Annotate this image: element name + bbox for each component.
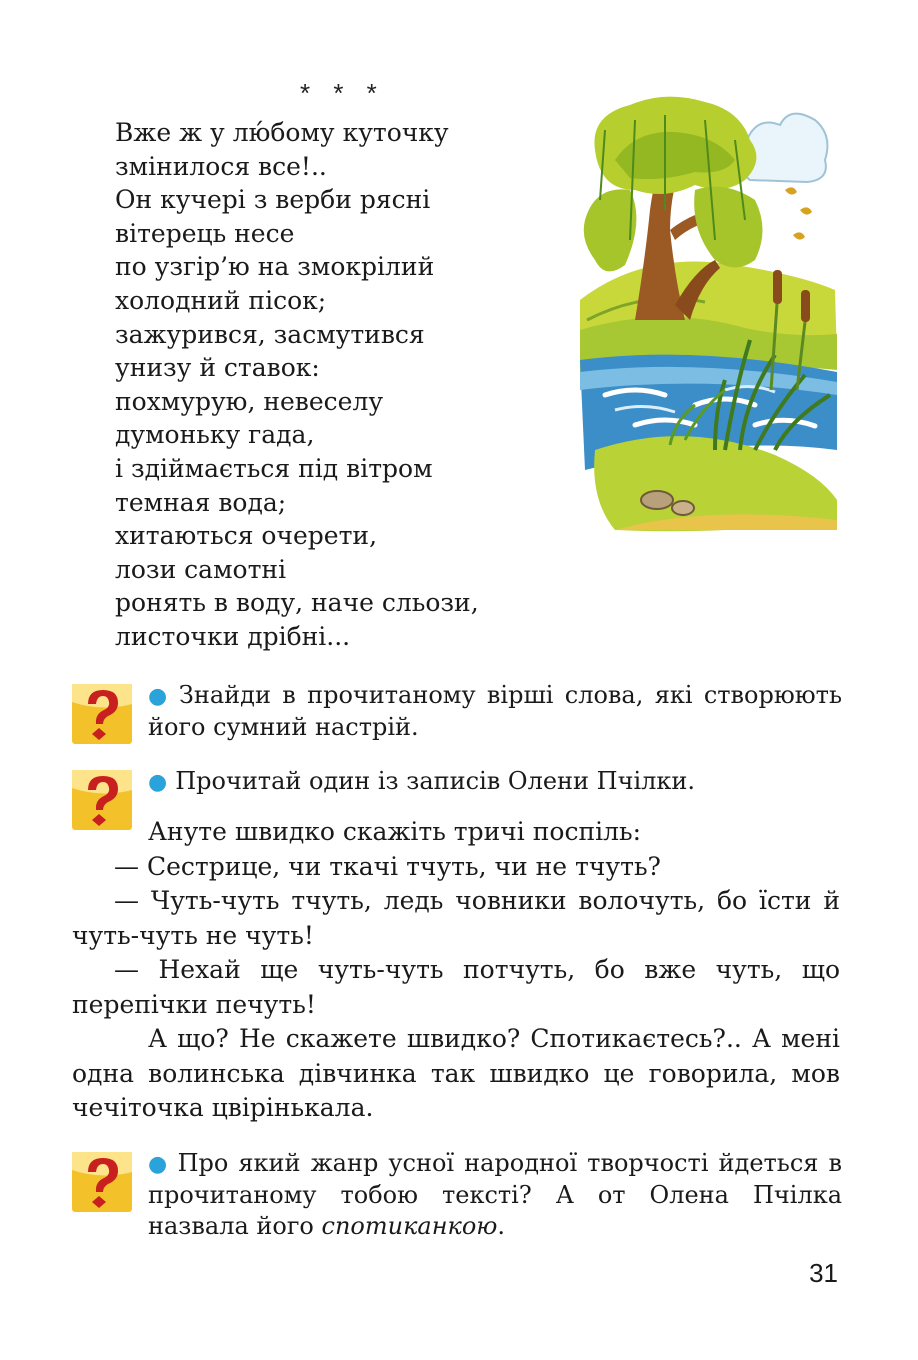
bullet-icon: ● xyxy=(148,770,168,795)
poem-line: похмурую, невеселу xyxy=(115,386,384,416)
poem-line: ронять в воду, наче сльози, xyxy=(115,588,479,618)
prose-paragraph: — Нехай ще чуть-чуть потчуть, бо вже чуть, що перепічки печуть! xyxy=(72,955,840,1019)
poem xyxy=(115,116,545,654)
question-mark-icon xyxy=(72,1152,132,1212)
poem-line: і здіймається під вітром xyxy=(115,453,433,483)
bullet-icon: ● xyxy=(148,1152,170,1177)
task-3 xyxy=(72,1148,842,1242)
task-1 xyxy=(72,680,842,743)
poem-line: думоньку гада, xyxy=(115,420,315,450)
poem-line: Он кучері з верби рясні xyxy=(115,185,431,215)
poem-line: Вже ж у лю́бому куточку xyxy=(115,118,449,147)
poem-separator: * * * xyxy=(300,78,385,108)
prose-paragraph: Ануте швидко скажіть тричі поспіль: xyxy=(148,817,642,846)
task-2-text xyxy=(148,766,842,798)
task-3-label: Про який жанр усної народної творчості йдеться в прочитаному тобою тексті? А от Олена Пчілка назвала його xyxy=(148,1149,842,1240)
task-1-text xyxy=(148,680,842,743)
prose-paragraph: А що? Не скажете швидко? Спотикаєтесь?.. А мені одна волинська дівчинка так швидко це говорила, мов чечіточка цвірінькала. xyxy=(72,1024,840,1122)
poem-line: по узгір’ю на змокрілий xyxy=(115,252,435,282)
task-2 xyxy=(72,766,842,798)
question-mark-icon xyxy=(72,684,132,744)
poem-line: змінилося все!.. xyxy=(115,151,327,181)
poem-line: зажурився, засмутився xyxy=(115,319,425,349)
poem-line: лози самотні xyxy=(115,554,287,584)
poem-line: вітерець несе xyxy=(115,218,295,248)
poem-line: унизу й ставок: xyxy=(115,353,320,383)
bullet-icon: ● xyxy=(148,684,171,709)
task-1-label: Знайди в прочитаному вірші слова, які створюють його сумний настрій. xyxy=(148,681,843,741)
tongue-twister-text xyxy=(72,815,840,1126)
task-3-emphasis: спотиканкою xyxy=(321,1212,498,1240)
poem-line: хитаються очерети, xyxy=(115,521,378,551)
page-number: 31 xyxy=(809,1258,838,1288)
poem-line: холодний пісок; xyxy=(115,285,327,315)
poem-line: темная вода; xyxy=(115,487,287,517)
prose-paragraph: — Чуть-чуть тчуть, ледь човники волочуть, бо їсти й чуть-чуть не чуть! xyxy=(72,886,840,950)
task-3-text xyxy=(148,1148,842,1242)
willow-pond-illustration xyxy=(575,90,840,540)
task-3-end: . xyxy=(497,1212,506,1240)
prose-paragraph: — Сестрице, чи ткачі тчуть, чи не тчуть? xyxy=(114,851,661,881)
poem-line: листочки дрібні... xyxy=(115,621,351,651)
task-2-label: Прочитай один із записів Олени Пчілки. xyxy=(175,767,695,795)
